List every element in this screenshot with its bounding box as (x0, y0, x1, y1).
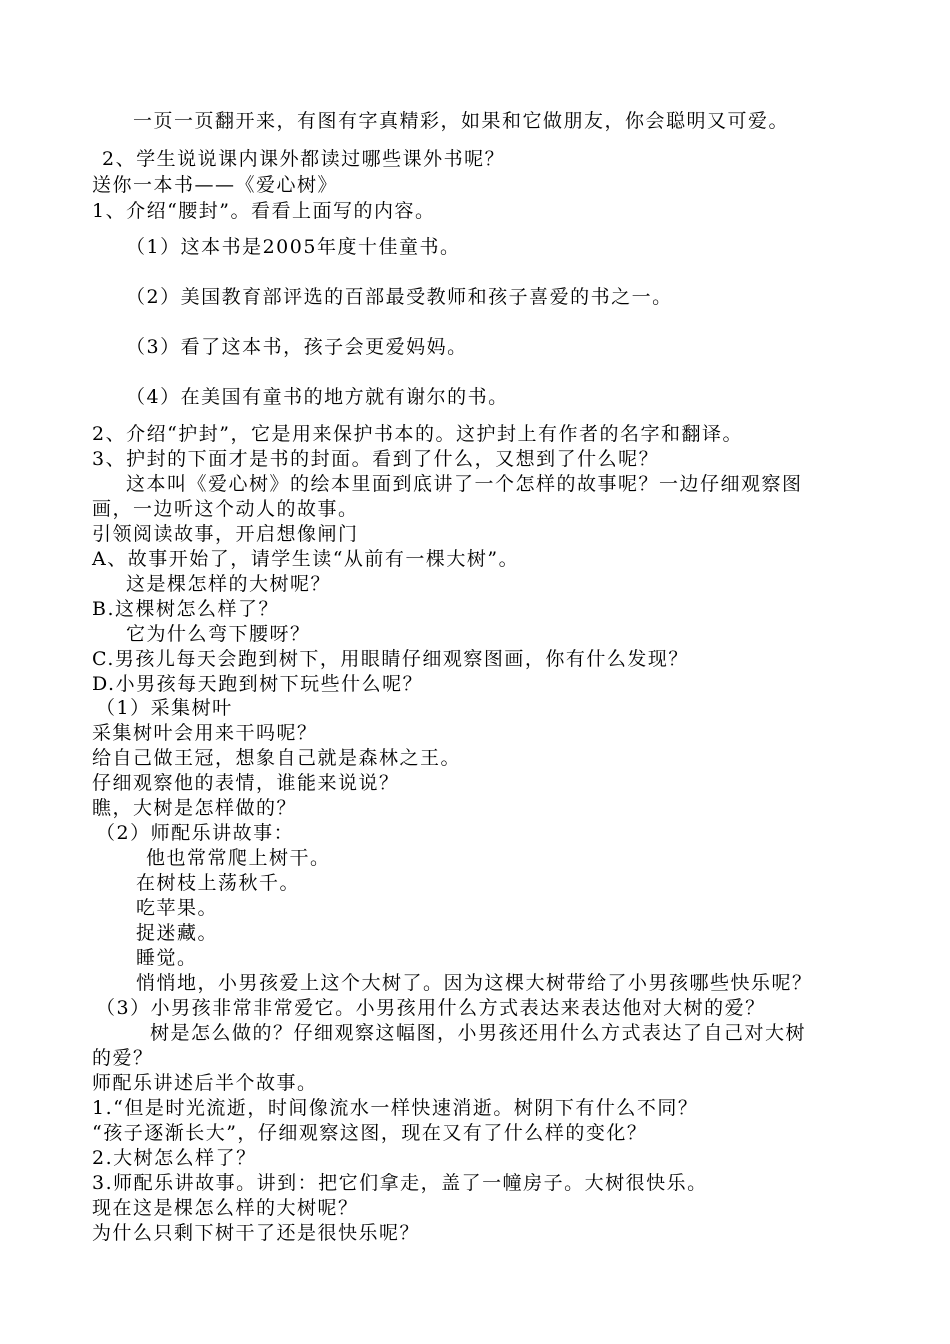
text-line: 他也常常爬上树干。 (146, 847, 331, 869)
text-line: 1、介绍“腰封”。看看上面写的内容。 (92, 200, 436, 222)
text-line: 引领阅读故事，开启想像闸门 (92, 523, 359, 545)
text-line: 师配乐讲述后半个故事。 (92, 1072, 318, 1094)
text-line: 2.大树怎么样了？ (92, 1147, 257, 1169)
text-line: 树是怎么做的？仔细观察这幅图，小男孩还用什么方式表达了自己对大树 (150, 1022, 807, 1044)
text-line: 给自己做王冠，想象自己就是森林之王。 (92, 747, 462, 769)
text-line: 的爱？ (92, 1047, 154, 1069)
text-line: 2、介绍“护封”，它是用来保护书本的。这护封上有作者的名字和翻译。 (92, 423, 744, 445)
text-line: 吃苹果。 (136, 897, 219, 919)
text-line: 2、学生说说课内课外都读过哪些课外书呢？ (102, 148, 506, 170)
text-line: （1）这本书是2005年度十佳童书。 (126, 236, 461, 258)
text-line: 画，一边听这个动人的故事。 (92, 498, 359, 520)
text-line: B.这棵树怎么样了？ (92, 598, 280, 620)
text-line: （3）看了这本书，孩子会更爱妈妈。 (126, 336, 468, 358)
text-line: 它为什么弯下腰呀？ (126, 623, 311, 645)
text-line: （1）采集树叶 (96, 697, 233, 719)
text-line: 1.“但是时光流逝，时间像流水一样快速消逝。树阴下有什么不同？ (92, 1097, 699, 1119)
text-line: 这是棵怎样的大树呢？ (126, 573, 332, 595)
text-line: （2）美国教育部评选的百部最受教师和孩子喜爱的书之一。 (126, 286, 673, 308)
text-line: 这本叫《爱心树》的绘本里面到底讲了一个怎样的故事呢？一边仔细观察图 (126, 473, 803, 495)
text-line: “孩子逐渐长大”，仔细观察这图，现在又有了什么样的变化？ (92, 1122, 648, 1144)
text-line: 在树枝上荡秋千。 (136, 872, 301, 894)
text-line: C.男孩儿每天会跑到树下，用眼睛仔细观察图画，你有什么发现？ (92, 648, 689, 670)
text-line: D.小男孩每天跑到树下玩些什么呢？ (92, 673, 424, 695)
text-line: （3）小男孩非常非常爱它。小男孩用什么方式表达来表达他对大树的爱？ (96, 997, 766, 1019)
text-line: 捉迷藏。 (136, 922, 219, 944)
text-line: 仔细观察他的表情，谁能来说说？ (92, 772, 400, 794)
text-line: A、故事开始了，请学生读“从前有一棵大树”。 (92, 548, 520, 570)
text-line: 睡觉。 (136, 947, 198, 969)
text-line: 一页一页翻开来，有图有字真精彩，如果和它做朋友，你会聪明又可爱。 (133, 110, 790, 132)
text-line: 现在这是棵怎么样的大树呢？ (92, 1197, 359, 1219)
text-line: 悄悄地，小男孩爱上这个大树了。因为这棵大树带给了小男孩哪些快乐呢？ (136, 972, 813, 994)
text-line: （4）在美国有童书的地方就有谢尔的书。 (126, 386, 509, 408)
text-line: 3.师配乐讲故事。讲到：把它们拿走，盖了一幢房子。大树很快乐。 (92, 1172, 708, 1194)
text-line: 3、护封的下面才是书的封面。看到了什么，又想到了什么呢？ (92, 448, 660, 470)
text-line: 采集树叶会用来干吗呢？ (92, 722, 318, 744)
text-line: （2）师配乐讲故事： (96, 822, 295, 844)
text-line: 送你一本书——《爱心树》 (92, 174, 339, 196)
text-line: 瞧，大树是怎样做的？ (92, 797, 298, 819)
text-line: 为什么只剩下树干了还是很快乐呢？ (92, 1222, 421, 1244)
